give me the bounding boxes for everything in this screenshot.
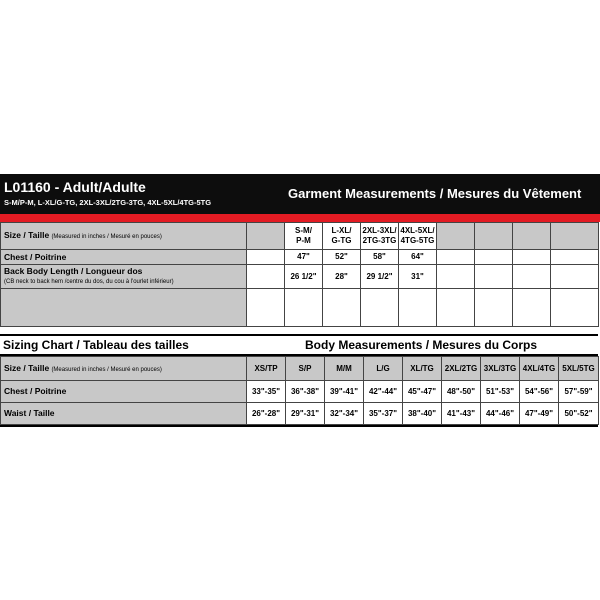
back-length-row [1, 265, 599, 289]
size-header-row [1, 223, 599, 250]
product-code: L01160 - Adult/Adulte [4, 179, 146, 195]
back-length-value: 28" [323, 265, 361, 289]
chest-value: 51"-53" [481, 381, 520, 403]
empty-cell [513, 250, 551, 265]
waist-value: 47"-49" [520, 403, 559, 425]
waist-value: 35"-37" [364, 403, 403, 425]
size-note: (Measured in inches / Mesuré en pouces) [51, 234, 162, 240]
garment-measurements-table [0, 222, 599, 327]
size-note: (Measured in inches / Mesuré en pouces) [51, 366, 162, 373]
empty-cell [247, 289, 285, 327]
empty-cell [437, 250, 475, 265]
size-header-line1: S-M/ [295, 226, 312, 235]
empty-cell [323, 289, 361, 327]
size-header-row [1, 357, 599, 381]
garment-header [0, 174, 600, 214]
chest-value: 39"-41" [325, 381, 364, 403]
red-divider [0, 214, 600, 222]
size-header-line1: 2XL-3XL/ [362, 226, 397, 235]
empty-cell [513, 265, 551, 289]
chest-label: Chest / Poitrine [4, 251, 67, 262]
size-header-cell: XL/TG [403, 357, 442, 381]
size-header-cell [399, 223, 437, 250]
body-measurements-title: Body Measurements / Mesures du Corps [305, 338, 538, 352]
size-codes: S-M/P-M, L-XL/G-TG, 2XL-3XL/2TG-3TG, 4XL-5XL/4TG-5TG [4, 198, 212, 207]
size-header-cell: 5XL/5TG [559, 357, 599, 381]
empty-cell [437, 289, 475, 327]
size-header-line1: L-XL/ [331, 226, 352, 235]
empty-cell [361, 289, 399, 327]
size-header-line2: 4TG-5TG [400, 236, 435, 245]
chest-value: 36"-38" [286, 381, 325, 403]
empty-cell [1, 289, 247, 327]
chest-value: 48"-50" [442, 381, 481, 403]
size-header-cell: 4XL/4TG [520, 357, 559, 381]
chest-value: 52" [323, 250, 361, 265]
empty-cell [513, 223, 551, 250]
size-header-line2: 2TG-3TG [362, 236, 397, 245]
waist-label-cell [1, 403, 247, 425]
back-length-label: Back Body Length / Longueur dos [4, 266, 143, 276]
waist-value: 44"-46" [481, 403, 520, 425]
chest-value: 33"-35" [247, 381, 286, 403]
chest-row [1, 381, 599, 403]
empty-cell [475, 223, 513, 250]
size-label-cell [1, 223, 247, 250]
waist-value: 50"-52" [559, 403, 599, 425]
chest-value: 45"-47" [403, 381, 442, 403]
size-label-cell [1, 357, 247, 381]
empty-cell [551, 289, 599, 327]
back-length-label-cell [1, 265, 247, 289]
chest-value: 57"-59" [559, 381, 599, 403]
size-header-cell: L/G [364, 357, 403, 381]
bottom-rule [0, 425, 598, 427]
chest-value: 47" [285, 250, 323, 265]
chest-value: 58" [361, 250, 399, 265]
empty-cell [437, 265, 475, 289]
empty-cell [551, 265, 599, 289]
empty-cell [285, 289, 323, 327]
size-header-cell: XS/TP [247, 357, 286, 381]
back-length-value: 26 1/2" [285, 265, 323, 289]
waist-value: 38"-40" [403, 403, 442, 425]
body-measurements-header [0, 334, 598, 356]
waist-value: 32"-34" [325, 403, 364, 425]
chest-label-cell [1, 381, 247, 403]
back-length-value: 31" [399, 265, 437, 289]
waist-value: 29"-31" [286, 403, 325, 425]
chest-value: 42"-44" [364, 381, 403, 403]
empty-cell [475, 265, 513, 289]
waist-value: 26"-28" [247, 403, 286, 425]
chest-row [1, 250, 599, 265]
chest-value: 64" [399, 250, 437, 265]
empty-cell [247, 265, 285, 289]
chest-label-cell [1, 250, 247, 265]
empty-cell [247, 250, 285, 265]
size-header-line2: P-M [296, 236, 311, 245]
size-label: Size / Taille [4, 362, 50, 373]
back-length-value: 29 1/2" [361, 265, 399, 289]
empty-cell [551, 250, 599, 265]
empty-cell [513, 289, 551, 327]
size-header-cell: M/M [325, 357, 364, 381]
chest-value: 54"-56" [520, 381, 559, 403]
empty-cell [399, 289, 437, 327]
size-header-line1: 4XL-5XL/ [400, 226, 435, 235]
waist-value: 41"-43" [442, 403, 481, 425]
body-measurements-table [0, 356, 599, 425]
size-header-cell: S/P [286, 357, 325, 381]
waist-row [1, 403, 599, 425]
sizing-chart-title: Sizing Chart / Tableau des tailles [3, 338, 189, 352]
size-header-cell [285, 223, 323, 250]
blank-row [1, 289, 599, 327]
size-header-cell: 2XL/2TG [442, 357, 481, 381]
size-label: Size / Taille [4, 230, 50, 240]
size-header-line2: G-TG [331, 236, 352, 245]
garment-measurements-title: Garment Measurements / Mesures du Vêtement [288, 186, 582, 201]
back-length-note: (CB neck to back hem /centre du dos, du cou à l'ourlet inférieur) [4, 279, 174, 285]
empty-cell [437, 223, 475, 250]
size-header-cell [361, 223, 399, 250]
empty-cell [551, 223, 599, 250]
empty-cell [247, 223, 285, 250]
size-header-cell: 3XL/3TG [481, 357, 520, 381]
chest-label: Chest / Poitrine [4, 386, 67, 396]
empty-cell [475, 289, 513, 327]
size-header-cell [323, 223, 361, 250]
empty-cell [475, 250, 513, 265]
waist-label: Waist / Taille [4, 408, 55, 418]
